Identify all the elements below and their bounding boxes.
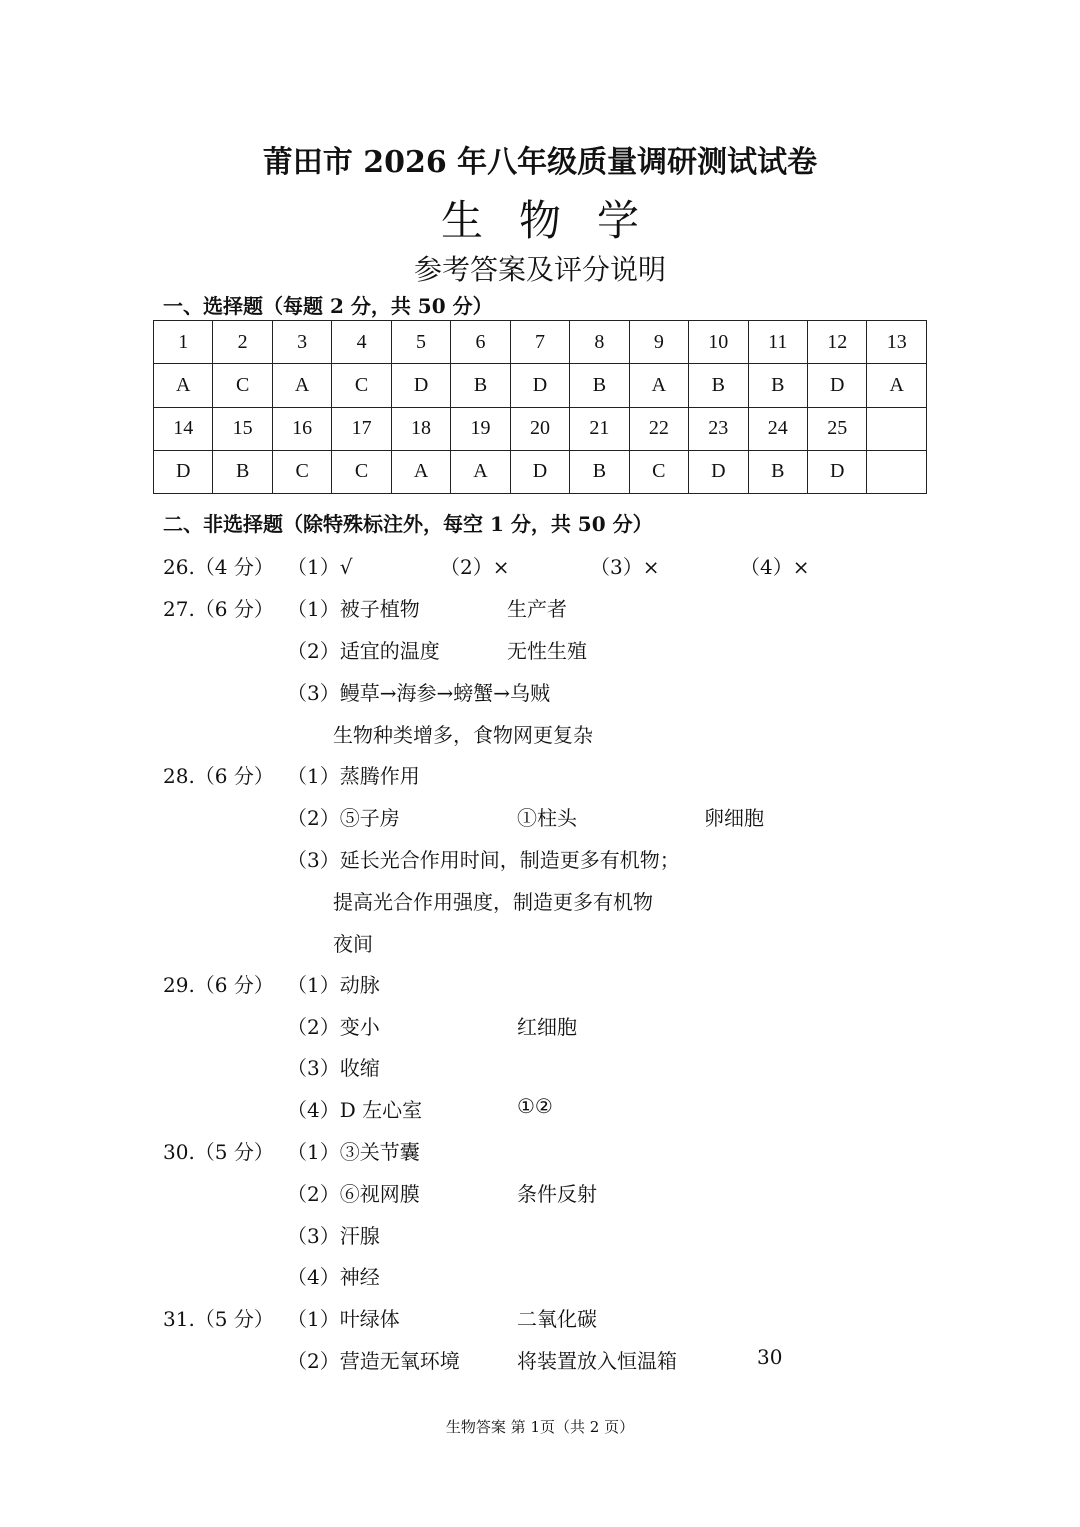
answer-text: （2）⑤子房 [287, 806, 400, 830]
answer-text: 生产者 [507, 597, 567, 621]
table-cell: B [570, 364, 629, 407]
table-cell: C [629, 450, 688, 493]
table-cell: 1 [154, 321, 213, 364]
table-cell: 24 [748, 407, 807, 450]
table-cell: 11 [748, 321, 807, 364]
table-cell: A [629, 364, 688, 407]
answer-text: （4）D 左心室 [287, 1098, 423, 1122]
table-cell: 25 [807, 407, 866, 450]
answer-text: 无性生殖 [507, 639, 587, 663]
table-cell: 15 [213, 407, 272, 450]
answer-text: （3）汗腺 [287, 1224, 380, 1248]
table-cell: 21 [570, 407, 629, 450]
table-cell [867, 407, 927, 450]
table-cell: C [272, 450, 331, 493]
answer-text: （3）鳗草→海参→螃蟹→乌贼 [287, 681, 550, 705]
answer-text: （1）蒸腾作用 [287, 764, 420, 788]
table-cell: D [807, 364, 866, 407]
table-row [154, 450, 927, 493]
answer-text: （1）叶绿体 [287, 1307, 400, 1331]
page-title: 莆田市 2026 年八年级质量调研测试试卷 [262, 145, 818, 180]
table-cell: A [391, 450, 450, 493]
answer-text: （1）动脉 [287, 973, 380, 997]
answer-text: 30 [757, 1345, 783, 1369]
answer-text: （1）被子植物 [287, 597, 420, 621]
answer-text: 夜间 [333, 932, 373, 956]
table-cell: 13 [867, 321, 927, 364]
section-2-heading: 二、非选择题（除特殊标注外，每空 1 分，共 50 分） [163, 512, 653, 536]
table-cell: B [748, 364, 807, 407]
table-cell: B [748, 450, 807, 493]
table-cell: B [689, 364, 748, 407]
table-cell: 19 [451, 407, 510, 450]
question-number: 28.（6 分） [163, 764, 274, 788]
answer-text: （3）延长光合作用时间，制造更多有机物； [287, 848, 680, 872]
answer-text: （3）× [590, 555, 660, 579]
subject-title: 生物学 [440, 196, 675, 245]
answer-text: 红细胞 [517, 1015, 577, 1039]
table-cell: D [510, 364, 569, 407]
table-cell: 20 [510, 407, 569, 450]
answer-text: （1）√ [287, 555, 353, 579]
table-row [154, 364, 927, 407]
table-cell: D [689, 450, 748, 493]
table-cell: A [272, 364, 331, 407]
table-cell: 4 [332, 321, 391, 364]
table-row [154, 321, 927, 364]
table-cell: D [510, 450, 569, 493]
table-cell: B [213, 450, 272, 493]
table-cell: D [154, 450, 213, 493]
table-cell: D [807, 450, 866, 493]
page-footer: 生物答案 第 1页（共 2 页） [445, 1418, 635, 1436]
answer-text: （2）营造无氧环境 [287, 1349, 460, 1373]
table-cell: B [451, 364, 510, 407]
answer-text: 二氧化碳 [517, 1307, 597, 1331]
table-cell: 5 [391, 321, 450, 364]
choice-answer-table [153, 320, 927, 494]
answer-text: 卵细胞 [704, 806, 764, 830]
answer-text: 提高光合作用强度，制造更多有机物 [333, 890, 653, 914]
answer-text: ①② [517, 1094, 553, 1118]
table-cell: 22 [629, 407, 688, 450]
answer-subtitle: 参考答案及评分说明 [413, 253, 666, 286]
question-number: 26.（4 分） [163, 555, 274, 579]
question-number: 31.（5 分） [163, 1307, 274, 1331]
table-cell: 14 [154, 407, 213, 450]
table-cell: 17 [332, 407, 391, 450]
answer-text: （2）⑥视网膜 [287, 1182, 420, 1206]
table-cell: A [867, 364, 927, 407]
answer-text: （2）适宜的温度 [287, 639, 440, 663]
table-cell: 10 [689, 321, 748, 364]
answer-text: 条件反射 [517, 1182, 597, 1206]
answer-text: （4）神经 [287, 1265, 380, 1289]
answer-text: （2）× [440, 555, 510, 579]
table-cell: B [570, 450, 629, 493]
table-cell: 8 [570, 321, 629, 364]
answer-text: （1）③关节囊 [287, 1140, 420, 1164]
table-cell: 9 [629, 321, 688, 364]
table-cell: 3 [272, 321, 331, 364]
table-cell: 12 [807, 321, 866, 364]
answer-text: ①柱头 [517, 806, 577, 830]
answer-text: （4）× [740, 555, 810, 579]
table-cell: 18 [391, 407, 450, 450]
table-cell: 6 [451, 321, 510, 364]
table-cell: 16 [272, 407, 331, 450]
table-cell: A [154, 364, 213, 407]
table-cell: C [332, 450, 391, 493]
answer-text: （3）收缩 [287, 1056, 380, 1080]
question-number: 30.（5 分） [163, 1140, 274, 1164]
answer-text: 生物种类增多，食物网更复杂 [333, 723, 593, 747]
table-row [154, 407, 927, 450]
table-cell: D [391, 364, 450, 407]
table-cell: 23 [689, 407, 748, 450]
table-cell [867, 450, 927, 493]
table-cell: A [451, 450, 510, 493]
table-cell: C [213, 364, 272, 407]
table-cell: 7 [510, 321, 569, 364]
section-1-heading: 一、选择题（每题 2 分，共 50 分） [163, 294, 493, 318]
table-cell: 2 [213, 321, 272, 364]
answer-text: （2）变小 [287, 1015, 380, 1039]
table-cell: C [332, 364, 391, 407]
question-number: 27.（6 分） [163, 597, 274, 621]
question-number: 29.（6 分） [163, 973, 274, 997]
answer-text: 将装置放入恒温箱 [517, 1349, 677, 1373]
